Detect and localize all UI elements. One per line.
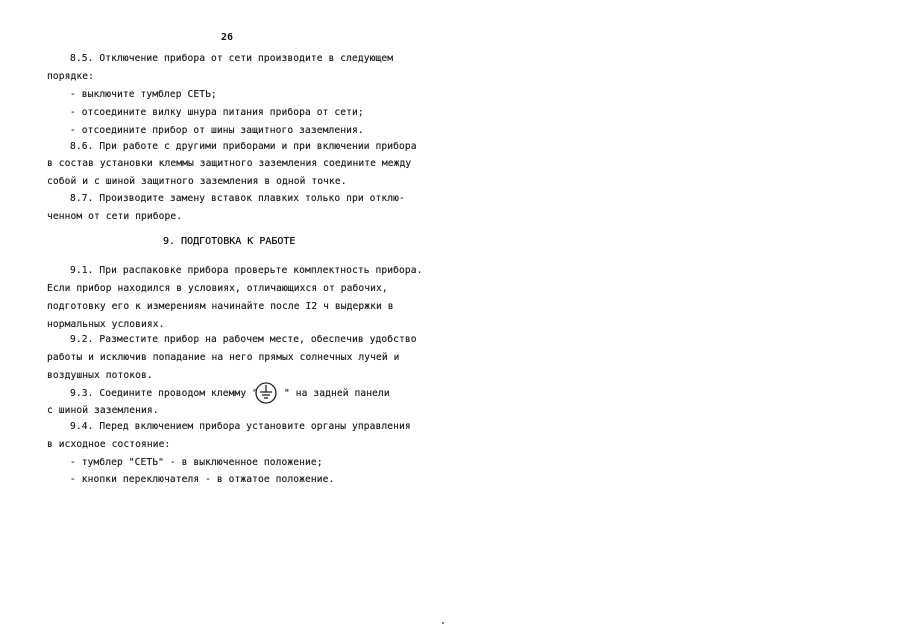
text-line: подготовку его к измерениям начинайте после I2 ч выдержки в xyxy=(47,301,394,312)
text-line: 9.4. Перед включением прибора установите органы управления xyxy=(70,421,411,432)
text-line: 9.1. При распаковке прибора проверьте комплектность прибора. xyxy=(70,265,423,276)
text-line: с шиной заземления. xyxy=(47,405,159,416)
text-line: " на задней панели xyxy=(284,388,390,399)
protective-earth-icon xyxy=(254,381,278,405)
text-line: 8.7. Производите замену вставок плавких только при отклю- xyxy=(70,193,405,204)
text-line: собой и с шиной защитного заземления в одной точке. xyxy=(47,176,347,187)
text-line: в исходное состояние: xyxy=(47,439,171,450)
text-line: воздушных потоков. xyxy=(47,370,153,381)
text-line: 8.5. Отключение прибора от сети производите в следующем xyxy=(70,53,394,64)
text-line: в состав установки клеммы защитного заземления соедините между xyxy=(47,158,412,169)
text-line: работы и исключив попадание на него прямых солнечных лучей и xyxy=(47,352,400,363)
section-heading: 9. ПОДГОТОВКА К РАБОТЕ xyxy=(163,236,296,247)
text-line: - отсоедините прибор от шины защитного заземления. xyxy=(70,125,364,136)
text-line: порядке: xyxy=(47,71,95,82)
text-line: - отсоедините вилку шнура питания прибора от сети; xyxy=(70,107,364,118)
text-line: 9.2. Разместите прибор на рабочем месте, обеспечив удобство xyxy=(70,334,417,345)
text-line: ченном от сети приборе. xyxy=(47,211,183,222)
text-line: 8.6. При работе с другими приборами и при включении прибора xyxy=(70,141,417,152)
text-line: - выключите тумблер СЕТЬ; xyxy=(70,89,217,100)
text-line: 9.3. Соедините проводом клемму " xyxy=(70,388,259,399)
page-number: 26 xyxy=(221,32,234,43)
scan-speck xyxy=(442,622,444,624)
text-line: - кнопки переключателя - в отжатое положение. xyxy=(70,474,335,485)
text-line: нормальных условиях. xyxy=(47,319,165,330)
text-line: - тумблер "СЕТЬ" - в выключенное положение; xyxy=(70,457,323,468)
text-line: Если прибор находился в условиях, отличающихся от рабочих, xyxy=(47,283,388,294)
